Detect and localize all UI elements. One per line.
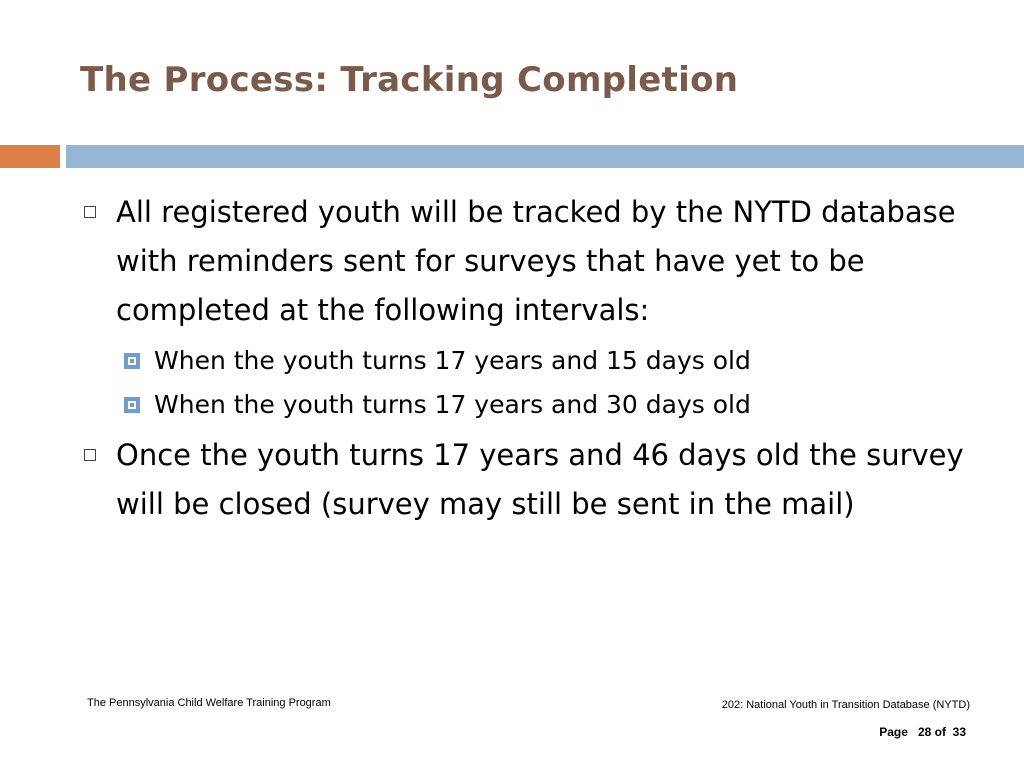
footer-course-title: 202: National Youth in Transition Database (NYTD) (721, 699, 970, 711)
square-bullet-icon (84, 206, 96, 218)
page-current: 28 (917, 725, 932, 739)
bullet-item (80, 431, 980, 529)
filled-square-bullet-icon (124, 397, 140, 413)
accent-bar-orange (0, 145, 60, 168)
accent-bar-blue (66, 145, 1024, 168)
page-label: Page (879, 725, 908, 739)
filled-square-bullet-icon (124, 353, 140, 369)
page-of: of (934, 725, 946, 739)
sub-bullet-text: When the youth turns 17 years and 15 days old (154, 346, 751, 375)
bullet-text: Once the youth turns 17 years and 46 days old the survey will be closed (survey may still be sent in the mail) (116, 438, 964, 521)
slide-content (80, 188, 980, 535)
square-bullet-icon (84, 449, 96, 461)
page-number (879, 725, 966, 739)
page-total: 33 (952, 725, 966, 739)
slide-title: The Process: Tracking Completion (80, 60, 739, 100)
bullet-item (80, 188, 980, 335)
sub-bullet-text: When the youth turns 17 years and 30 days old (154, 390, 751, 419)
bullet-text: All registered youth will be tracked by the NYTD database with reminders sent for surveys that have yet to be completed at the following intervals: (116, 195, 956, 327)
footer-organization: The Pennsylvania Child Welfare Training Program (87, 697, 331, 709)
sub-bullet-item (80, 343, 980, 379)
sub-bullet-item (80, 387, 980, 423)
